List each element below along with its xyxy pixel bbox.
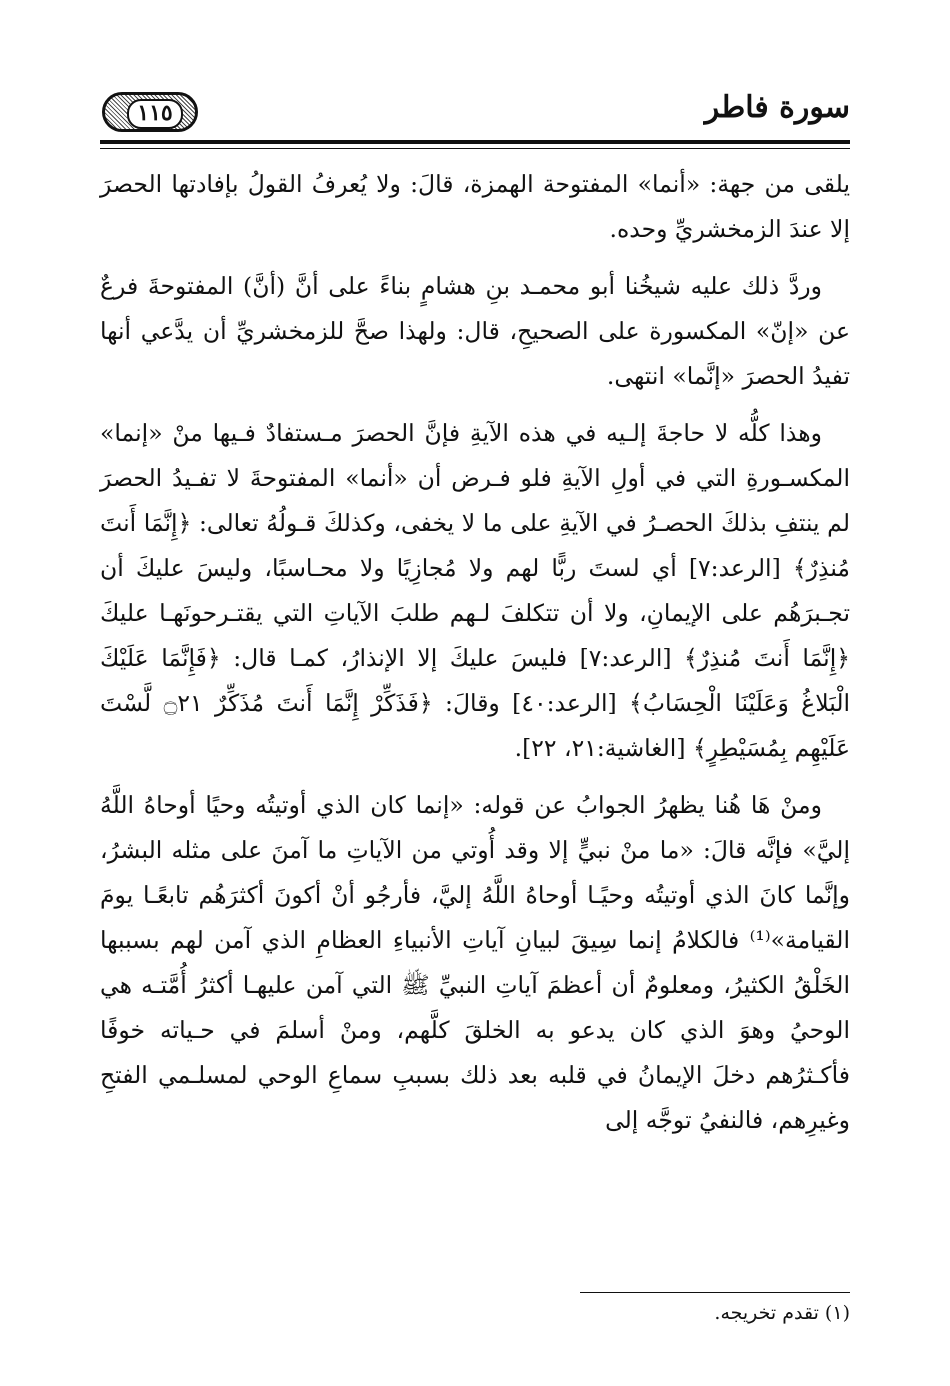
page-header (100, 88, 850, 138)
footnote-separator (580, 1292, 850, 1293)
paragraph-2: وردَّ ذلك عليه شيخُنا أبو محمـد بنِ هشامٍ بناءً على أنَّ (أنَّ) المفتوحةَ فرعٌ عن «إنّ» المكسورة على الصحيحِ، قال: ولهذا صحَّ للزمخشريِّ أن يدَّعي أنها تفيدُ الحصرَ «إنَّما» انتهى. (100, 272, 850, 390)
header-rule-thin (100, 148, 850, 149)
page-number: ١١٥ (127, 99, 183, 129)
paragraph-3: وهذا كلُّه لا حاجةَ إلـيه في هذه الآيةِ فإنَّ الحصرَ مـستفادٌ فـيها منْ «إنما» المكسـورةِ التي في أولِ الآيةِ فلو فـرض أن «أنما» المفتوحةَ لا تفـيدُ الحصرَ لم ينتفِ بذلكَ الحصـرُ في الآيةِ على ما لا يخفى، وكذلكَ قـولُهُ تعالى: ﴿إِنَّمَا أَنتَ مُنذِرٌ﴾ [الرعد:٧] أي لستَ ربًّا لهم ولا مُجازِيًا ولا محـاسبًا، وليسَ عليكَ أن تجـبرَهُم على الإيمانِ، ولا أن تتكلفَ لـهم طلبَ الآياتِ التي يقتـرحونَهـا عليكَ ﴿إِنَّمَا أَنتَ مُنذِرٌ﴾ [الرعد:٧] فليسَ عليكَ إلا الإنذارُ، كمـا قال: ﴿فَإِنَّمَا عَلَيْكَ الْبَلاغُ وَعَلَيْنَا الْحِسَابُ﴾ [الرعد:٤٠] وقالَ: ﴿فَذَكِّرْ إِنَّمَا أَنتَ مُذَكِّرٌ ۝٢١ لَّسْتَ عَلَيْهِم بِمُسَيْطِرٍ﴾ [الغاشية:٢١، ٢٢]. (100, 419, 851, 762)
paragraph-4: ومنْ هَا هُنا يظهرُ الجوابُ عن قوله: «إنما كان الذي أوتيتُه وحيًا أوحاهُ اللَّهُ إليَّ» فإنَّه قالَ: «ما منْ نبيٍّ إلا وقد أُوتي من الآياتِ ما آمنَ على مثله البشرُ، وإنَّما كانَ الذي أوتيتُه وحيًـا أوحاهُ اللَّهُ إليَّ، فأرجُو أنْ أكونَ أكثرَهُم تابعًـا يومَ القيامة»⁽¹⁾ فالكلامُ إنما سِيقَ لبيانِ آياتِ الأنبياءِ العظامِ الذي آمن لهم بسببها الخَلْقُ الكثيرُ، ومعلومٌ أن أعظمَ آياتِ النبيِّ ﷺ التي آمن عليهـا أكثرُ أُمَّتـه هي الوحيُ وهوَ الذي كان يدعو به الخلقَ كلَّهم، ومنْ أسلمَ في حـياته خوفًا فأكـثرُهم دخلَ الإيمانُ في قلبه بعد ذلك بسببِ سماعِ الوحي لمسلـمي الفتحِ وغيرِهم، فالنفيُ توجَّه إلى (100, 791, 850, 1134)
header-rule-thick (100, 140, 850, 144)
body-text (100, 162, 850, 1155)
footnote-1: (١) تقدم تخريجه. (714, 1302, 850, 1324)
surah-title: سورة فاطر (704, 90, 850, 125)
paragraph-1: يلقى من جهة: «أنما» المفتوحة الهمزة، قالَ: ولا يُعرفُ القولُ بإفادتها الحصرَ إلا عندَ الزمخشريِّ وحده. (100, 170, 850, 243)
page-number-badge (102, 92, 198, 132)
